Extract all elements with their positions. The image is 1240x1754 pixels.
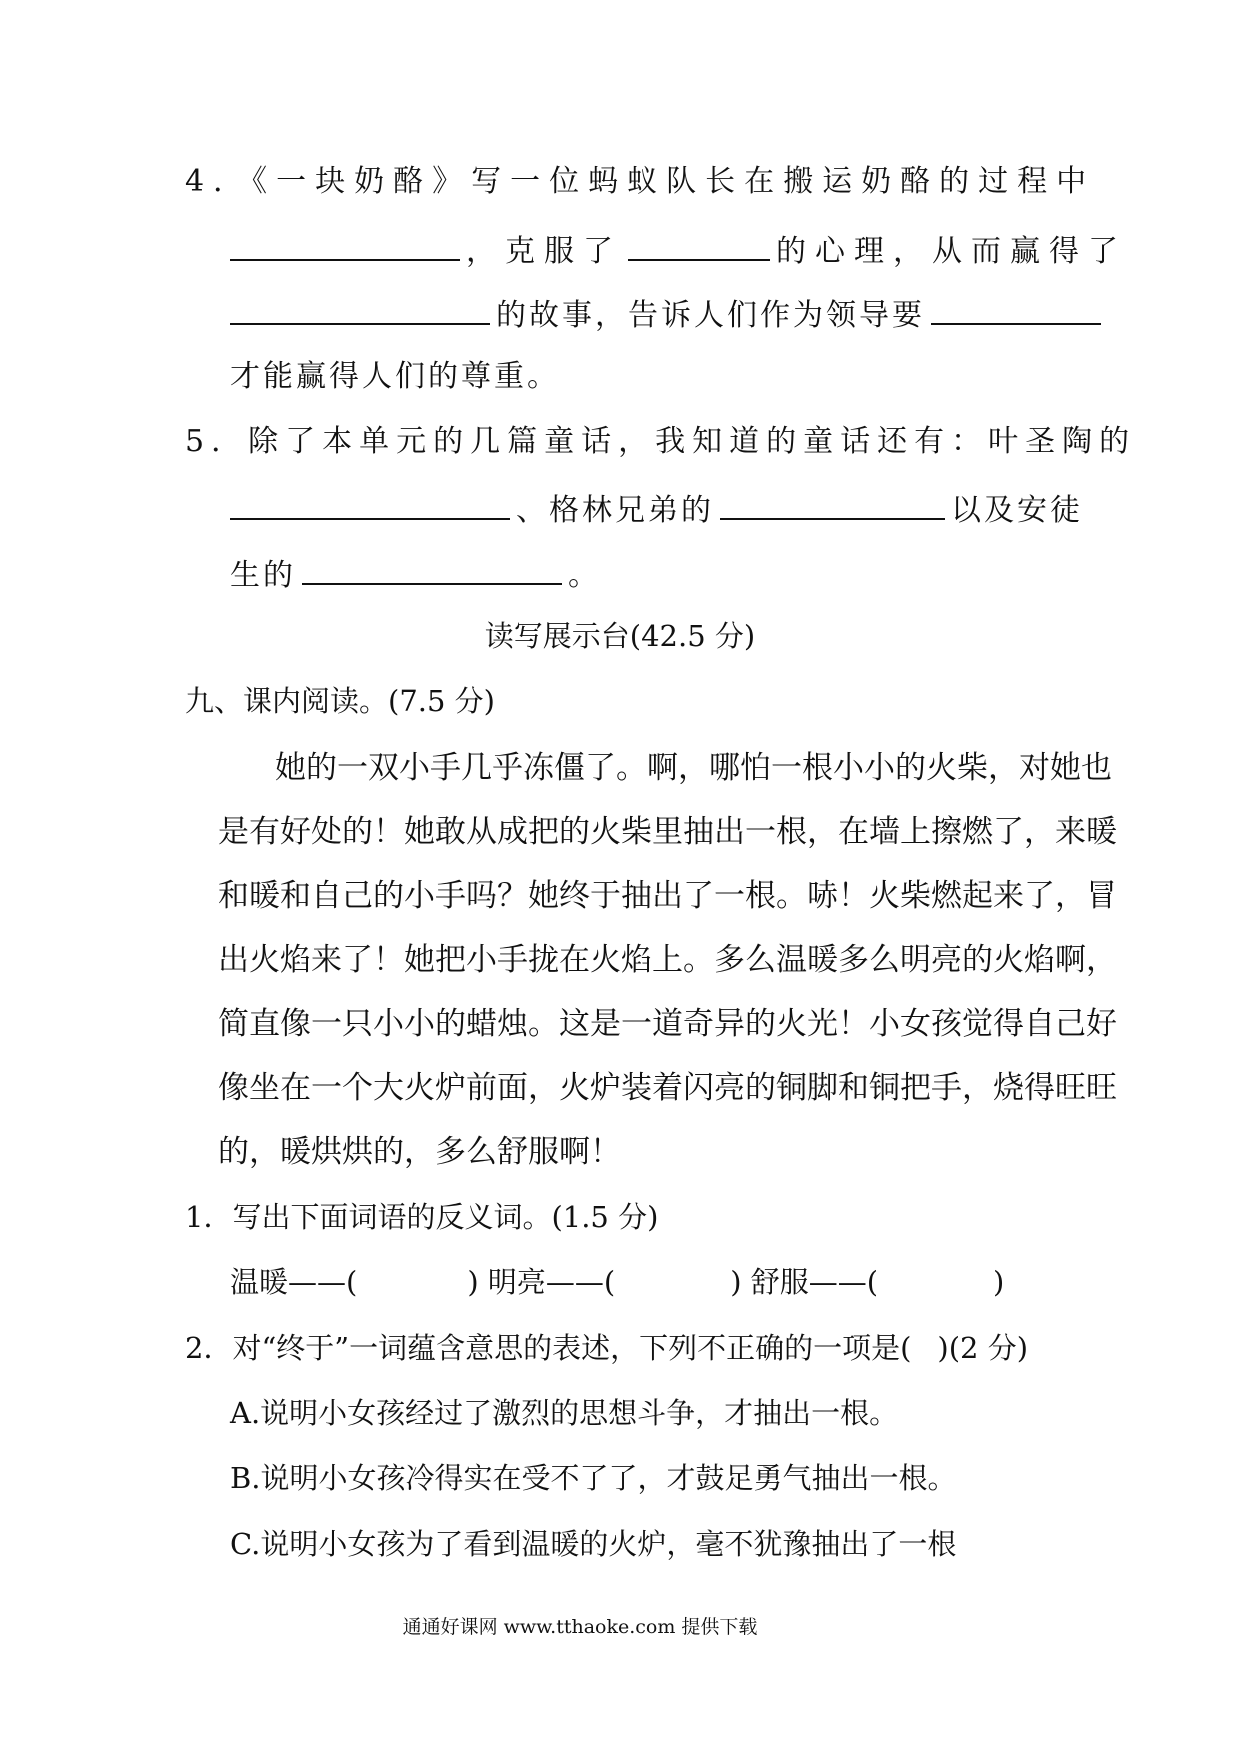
antonym-item-2: ) 明亮——( <box>467 1265 616 1299</box>
answer-blank[interactable] <box>720 492 945 520</box>
passage-line-7: 的，暖烘烘的，多么舒服啊！ <box>218 1134 621 1170</box>
q4-text-3: 的故事，告诉人们作为领导要 <box>496 298 925 333</box>
q9-2-score: )(2 分) <box>937 1331 1029 1365</box>
q9-1-prompt: 1．写出下面词语的反义词。(1.5 分) <box>185 1200 659 1234</box>
q9-2-prompt-line <box>185 1331 1029 1365</box>
answer-blank[interactable] <box>628 233 770 261</box>
q5-text-2b: 以及安徒 <box>951 493 1083 528</box>
q5-number: 5． <box>185 424 249 459</box>
passage-line-2: 是有好处的！她敢从成把的火柴里抽出一根，在墙上擦燃了，来暖 <box>218 814 1117 850</box>
section-title: 读写展示台(42.5 分) <box>484 619 756 653</box>
passage-line-4: 出火焰来了！她把小手拢在火焰上。多么温暖多么明亮的火焰啊， <box>218 942 1117 978</box>
q4-line-2 <box>230 233 1127 267</box>
q4-text-4: 才能赢得人们的尊重。 <box>230 359 560 394</box>
q4-line-3 <box>230 297 1107 331</box>
page-footer: 通通好课网 www.tthaoke.com 提供下载 <box>402 1616 758 1638</box>
passage-line-5: 简直像一只小小的蜡烛。这是一道奇异的火光！小女孩觉得自己好 <box>218 1006 1117 1042</box>
answer-blank[interactable] <box>931 297 1101 325</box>
option-c: C.说明小女孩为了看到温暖的火炉，毫不犹豫抽出了一根 <box>230 1527 957 1561</box>
q4-number: 4． <box>185 164 253 199</box>
antonym-item-3: ) 舒服——( <box>730 1265 879 1299</box>
q5-line-1 <box>185 424 1137 459</box>
q5-line-3 <box>230 557 601 591</box>
q4-text-1: 《一块奶酪》写一位蚂蚁队长在搬运奶酪的过程中 <box>252 164 1096 199</box>
option-a: A.说明小女孩经过了激烈的思想斗争，才抽出一根。 <box>230 1396 899 1430</box>
q4-line-1 <box>185 164 1096 199</box>
answer-blank[interactable] <box>302 557 562 585</box>
q9-2-prompt: 2．对“终于”一词蕴含意思的表述，下列不正确的一项是( <box>185 1331 912 1365</box>
q5-text-1: 除了本单元的几篇童话，我知道的童话还有：叶圣陶的 <box>248 424 1137 459</box>
q5-text-3b: 。 <box>568 558 601 593</box>
q5-text-2a: 、格林兄弟的 <box>516 493 714 528</box>
q4-text-2a: ，克服了 <box>466 234 622 269</box>
q9-1-items <box>230 1265 1005 1299</box>
option-b: B.说明小女孩冷得实在受不了了，才鼓足勇气抽出一根。 <box>230 1461 957 1495</box>
q4-line-4 <box>230 359 560 394</box>
passage-line-3: 和暖和自己的小手吗？她终于抽出了一根。哧！火柴燃起来了，冒 <box>218 878 1117 914</box>
antonym-item-1: 温暖——( <box>230 1265 358 1299</box>
answer-blank[interactable] <box>230 233 460 261</box>
answer-blank[interactable] <box>230 492 510 520</box>
q4-text-2b: 的心理，从而赢得了 <box>776 234 1127 269</box>
antonym-item-close: ) <box>993 1265 1005 1299</box>
passage-line-6: 像坐在一个大火炉前面，火炉装着闪亮的铜脚和铜把手，烧得旺旺 <box>218 1070 1117 1106</box>
passage-line-1: 她的一双小手几乎冻僵了。啊，哪怕一根小小的火柴，对她也 <box>275 750 1112 786</box>
q5-text-3a: 生的 <box>230 558 296 593</box>
part9-heading: 九、课内阅读。(7.5 分) <box>185 684 495 718</box>
answer-blank[interactable] <box>230 297 490 325</box>
q5-line-2 <box>230 492 1083 526</box>
